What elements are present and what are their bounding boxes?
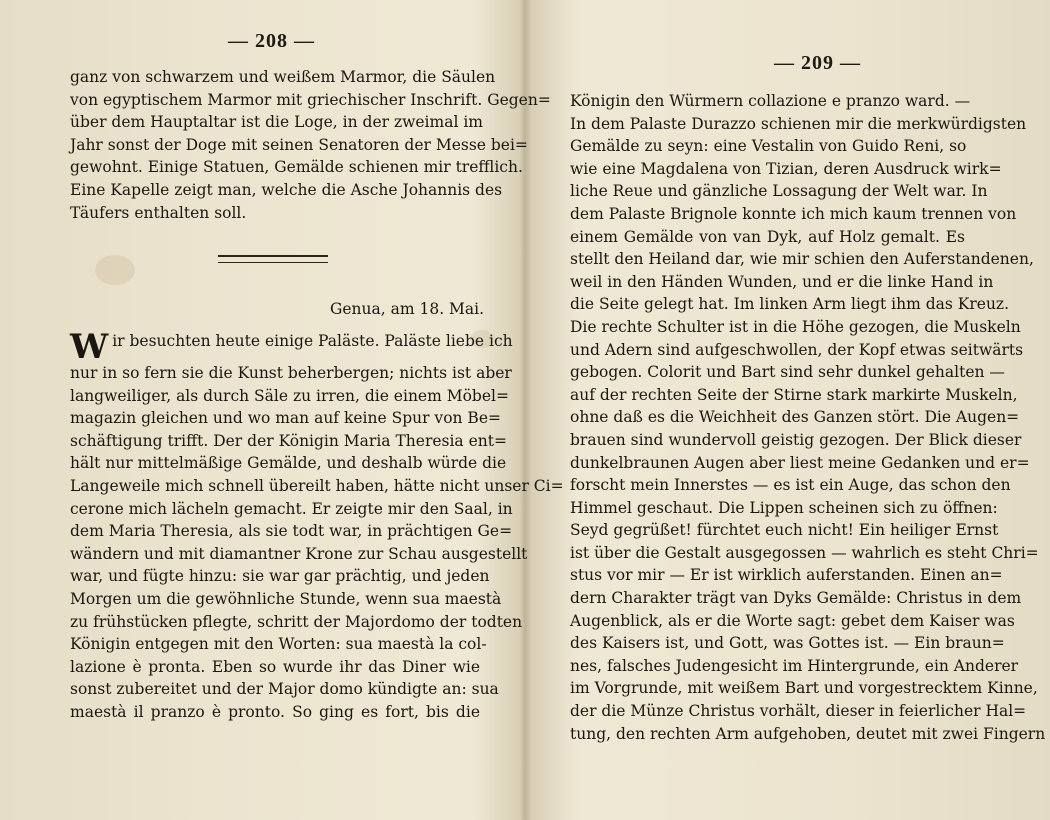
text-line: wändern und mit diamantner Krone zur Schau ausgestellt [70,544,528,563]
text-line: stellt den Heiland dar, wie mir schien den Auferstandenen, [570,250,1034,269]
page-number-right: — 209 — [774,52,861,74]
text-line: war, und fügte hinzu: sie war gar prächtig, und jeden [70,567,490,586]
text-line: forscht mein Innerstes — es ist ein Auge, das schon den [570,476,1011,495]
text-line: Himmel geschaut. Die Lippen scheinen sich zu öffnen: [570,498,998,517]
text-line: schäftigung trifft. Der der Königin Maria Theresia ent= [70,431,507,450]
text-line: Langeweile mich schnell übereilt haben, hätte nicht unser Ci= [70,476,564,495]
text-line: magazin gleichen und wo man auf keine Spur von Be= [70,409,501,428]
right-paragraph [570,90,1046,745]
text-line: nur in so fern sie die Kunst beherbergen; nichts ist aber [70,364,512,382]
text-line: dunkelbraunen Augen aber liest meine Gedanken und er= [570,453,1030,472]
text-line: Augenblick, als er die Worte sagt: gebet dem Kaiser was [570,611,1015,630]
text-line: stus vor mir — Er ist wirklich auferstanden. Einen an= [570,566,1003,585]
dateline: Genua, am 18. Mai. [330,300,485,318]
text-line: weil in den Händen Wunden, und er die linke Hand in [570,272,994,291]
text-line: von egyptischem Marmor mit griechischer Inschrift. Gegen= [70,90,551,109]
text-line: hält nur mittelmäßige Gemälde, und deshalb würde die [70,454,507,473]
left-paragraph-1 [70,66,551,224]
text-line: und Adern sind aufgeschwollen, der Kopf etwas seitwärts [570,340,1024,359]
text-line: Morgen um die gewöhnliche Stunde, wenn sua maestà [70,589,502,608]
text-line: gewohnt. Einige Statuen, Gemälde schienen mir trefflich. [70,158,523,177]
text-line: brauen sind wundervoll geistig gezogen. Der Blick dieser [570,430,1022,449]
text-line: zu frühstücken pflegte, schritt der Majordomo der todten [70,612,523,631]
text-line: tung, den rechten Arm aufgehoben, deutet mit zwei Fingern [570,724,1046,743]
text-line: einem Gemälde von van Dyk, auf Holz gemalt. Es [570,227,965,246]
text-line: des Kaisers ist, und Gott, was Gottes ist. — Ein braun= [570,634,1005,653]
text-line: Gemälde zu seyn: eine Vestalin von Guido Reni, so [570,137,967,156]
text-line: dern Charakter trägt van Dyks Gemälde: Christus in dem [570,589,1022,608]
text-line: Königin entgegen mit den Worten: sua maestà la col- [70,635,487,654]
text-line: liche Reue und gänzliche Lossagung der Welt war. In [570,182,988,201]
drop-cap: W [70,327,109,367]
paragraph-first-line: Wir besuchten heute einige Paläste. Paläste liebe ich [70,327,513,367]
text-line: Täufers enthalten soll. [70,203,247,222]
text-line: maestà il pranzo è pronto. So ging es fort, bis die [70,702,480,721]
text-line: nes, falsches Judengesicht im Hintergrunde, ein Anderer [570,656,1019,675]
text-line: Eine Kapelle zeigt man, welche die Asche Johannis des [70,180,503,199]
page-number-left: — 208 — [228,30,315,52]
text-line: Jahr sonst der Doge mit seinen Senatoren der Messe bei= [70,135,528,154]
text-line: ganz von schwarzem und weißem Marmor, die Säulen [70,68,496,86]
text-line: gebogen. Colorit und Bart sind sehr dunkel gehalten — [570,363,1005,382]
text-line: der die Münze Christus vorhält, dieser in feierlicher Hal= [570,702,1027,721]
text-line: die Seite gelegt hat. Im linken Arm liegt ihm das Kreuz. [570,295,1010,314]
text-line: cerone mich lächeln gemacht. Er zeigte mir den Saal, in [70,499,513,518]
text-line: In dem Palaste Durazzo schienen mir die merkwürdigsten [570,114,1027,133]
text-line: ohne daß es die Weichheit des Ganzen stört. Die Augen= [570,408,1020,427]
section-divider [218,255,328,263]
text-line: über dem Hauptaltar ist die Loge, in der zweimal im [70,113,483,132]
text-line: ist über die Gestalt ausgegossen — wahrlich es steht Chri= [570,543,1039,562]
text-line: Seyd gegrüßet! fürchtet euch nicht! Ein heiliger Ernst [570,521,999,540]
text-line: lazione è pronta. Eben so wurde ihr das Diner wie [70,657,480,676]
text-line: dem Palaste Brignole konnte ich mich kaum trennen von [570,204,1017,223]
text-line: langweiliger, als durch Säle zu irren, die einem Möbel= [70,386,509,405]
text-line: sonst zubereitet und der Major domo kündigte an: sua [70,680,499,699]
text-line: Die rechte Schulter ist in die Höhe gezogen, die Muskeln [570,317,1021,336]
text-line: auf der rechten Seite der Stirne stark markirte Muskeln, [570,385,1018,404]
text-line: im Vorgrunde, mit weißem Bart und vorgestrecktem Kinne, [570,679,1038,698]
text-line: Königin den Würmern collazione e pranzo ward. — [570,92,971,110]
text-line: wie eine Magdalena von Tizian, deren Ausdruck wirk= [570,159,1002,178]
text-line: dem Maria Theresia, als sie todt war, in prächtigen Ge= [70,522,513,541]
left-paragraph-2 [70,327,564,724]
